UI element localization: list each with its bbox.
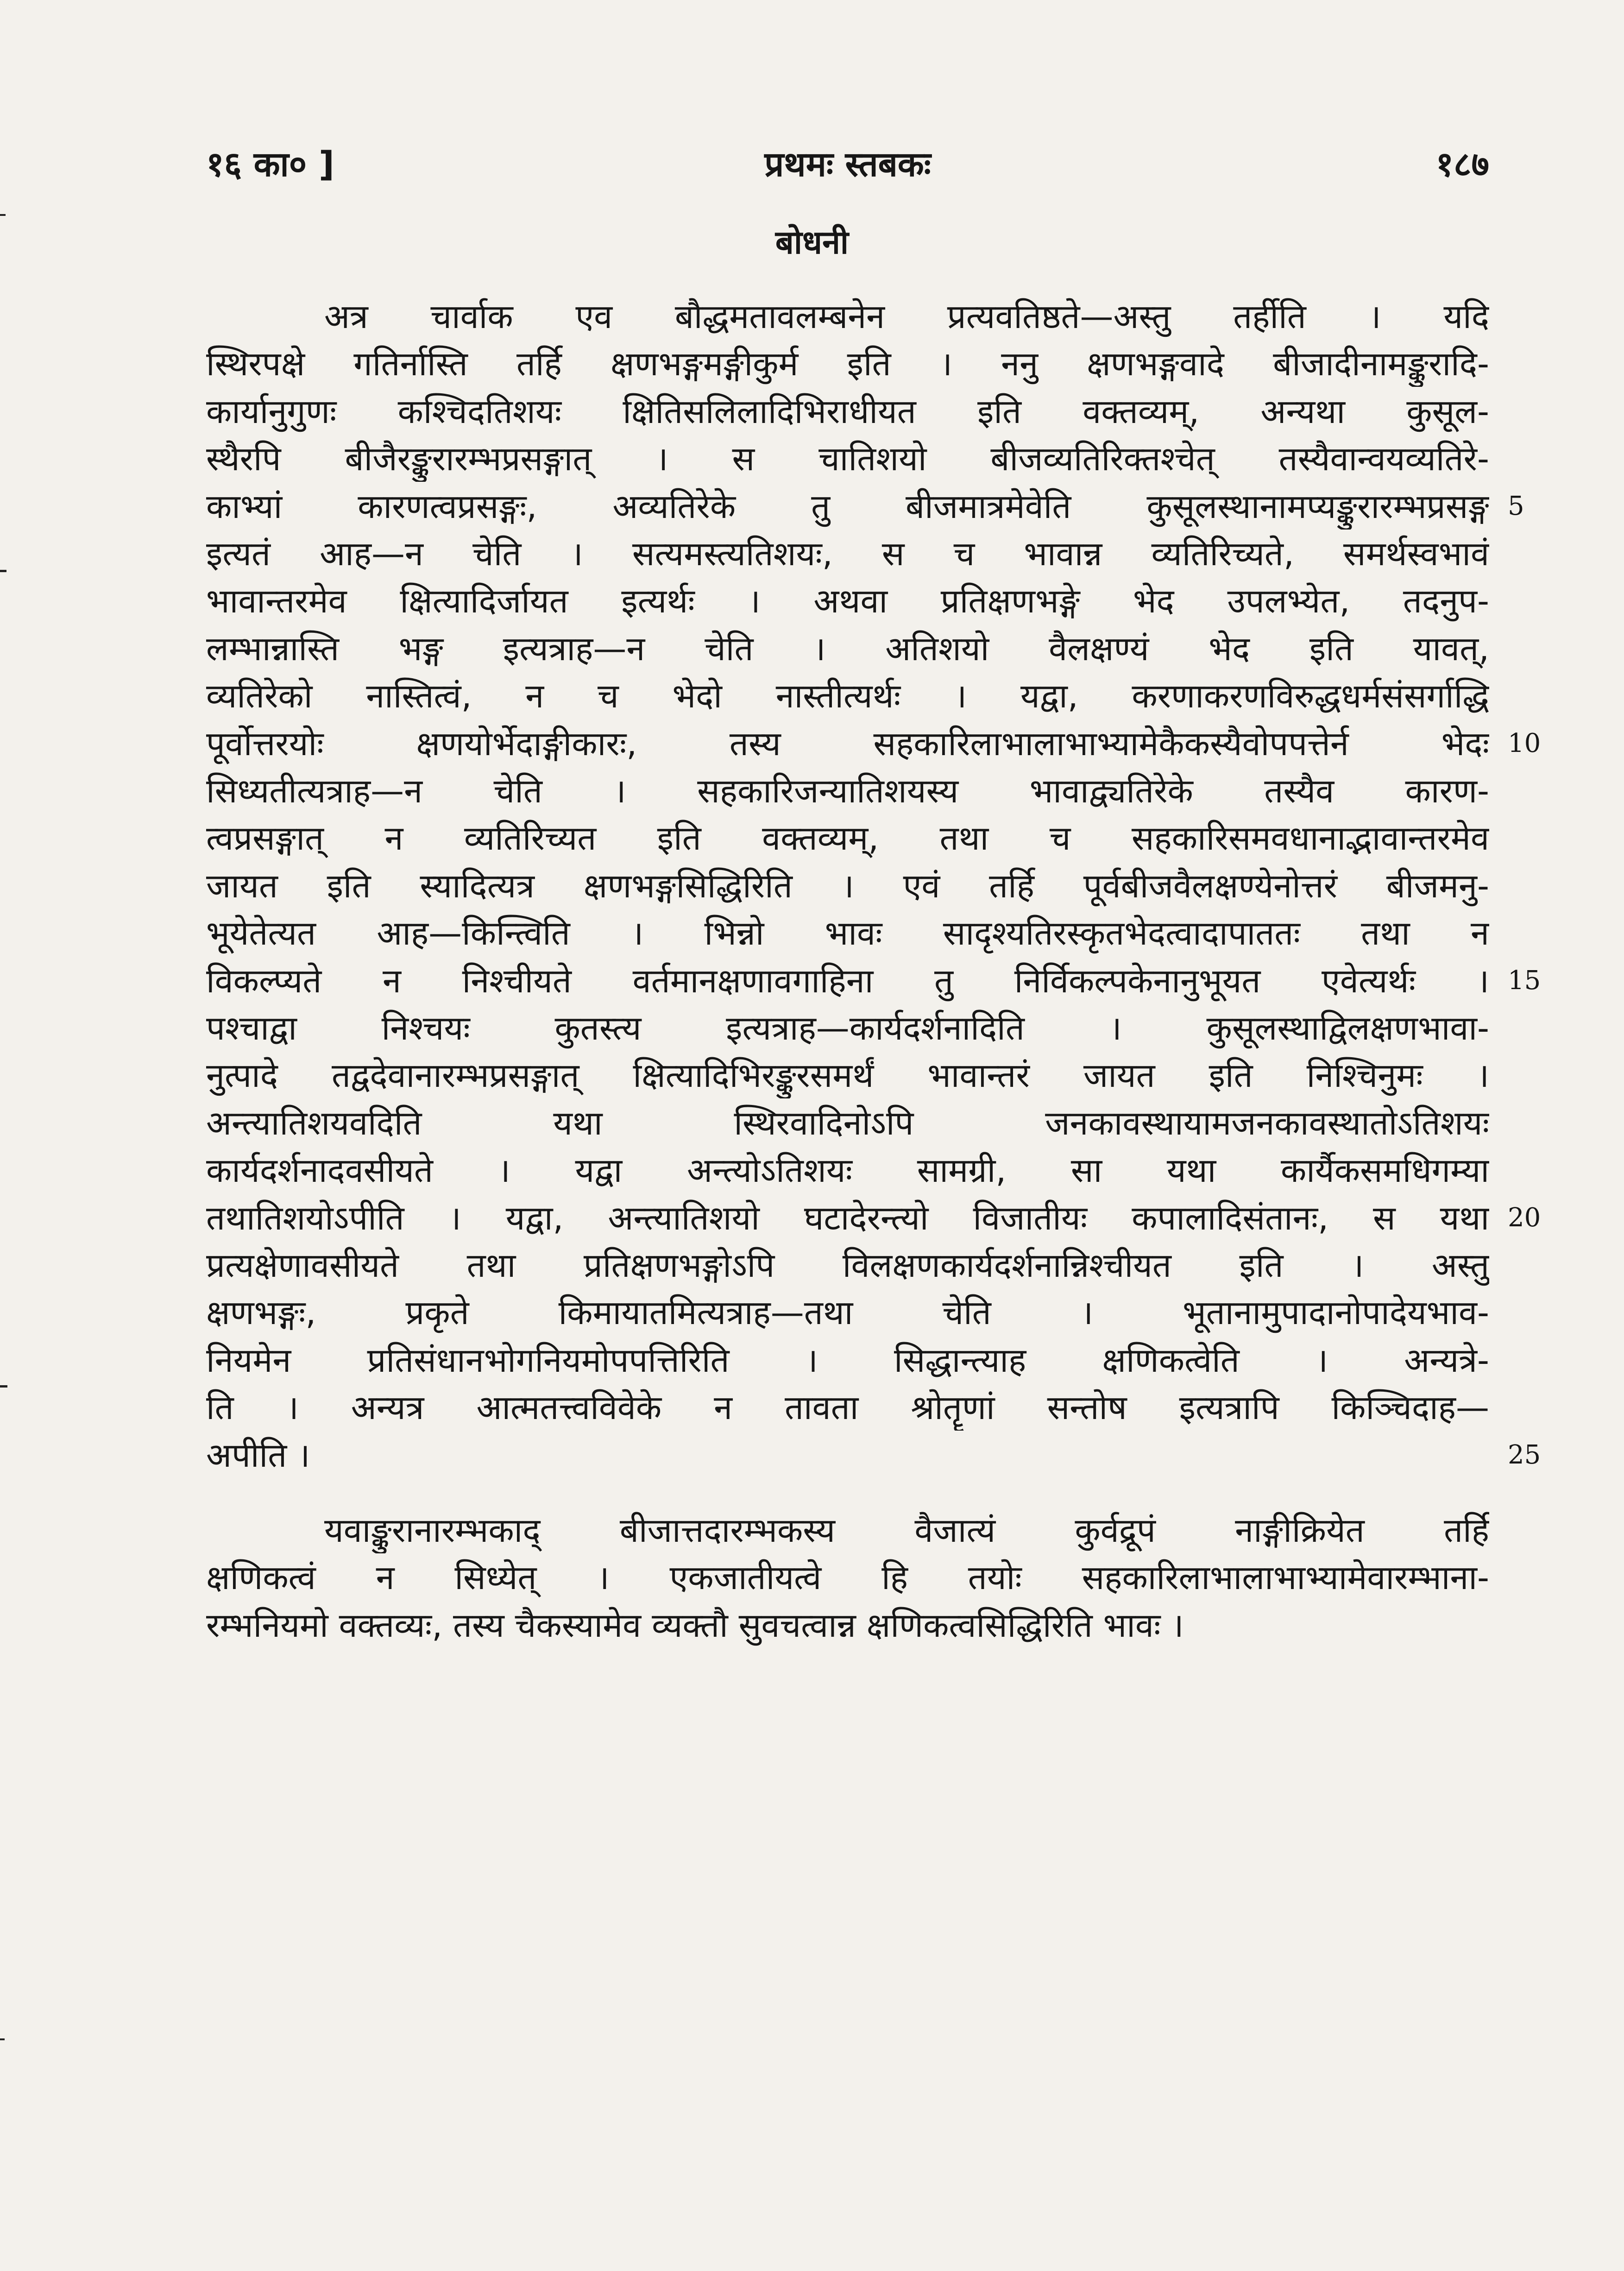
text-line: पूर्वोत्तरयोः क्षणयोर्भेदाङ्गीकारः, तस्य सहकारिलाभालाभाभ्यामेकैकस्यैवोपपत्तेर्न भेदः — [206, 724, 1489, 763]
text-line: स्थिरपक्षे गतिर्नास्ति तर्हि क्षणभङ्गमङ्गीकुर्म इति । ननु क्षणभङ्गवादे बीजादीनामङ्कुरादि- — [206, 344, 1489, 383]
running-header — [206, 139, 1489, 208]
text-line: अत्र चार्वाक एव बौद्धमतावलम्बनेन प्रत्यवतिष्ठते—अस्तु तर्हीति । यदि — [324, 297, 1489, 336]
section-title: बोधनी — [775, 223, 849, 261]
line-number: 10 — [1508, 728, 1541, 758]
scan-mark — [0, 570, 6, 572]
text-line: अपीति । — [206, 1436, 310, 1475]
scan-mark — [0, 2038, 5, 2040]
text-line: तथातिशयोऽपीति । यद्वा, अन्त्यातिशयो घटादेरन्त्यो विजातीयः कपालादिसंतानः, स यथा — [206, 1199, 1489, 1237]
text-line: नुत्पादे तद्वदेवानारम्भप्रसङ्गात् क्षित्यादिभिरङ्कुरसमर्थं भावान्तरं जायत इति निश्चिनुमः । — [206, 1056, 1489, 1095]
text-line: क्षणिकत्वं न सिध्येत् । एकजातीयत्वे हि तयोः सहकारिलाभालाभाभ्यामेवारम्भाना- — [206, 1558, 1489, 1597]
text-line: स्थैरपि बीजैरङ्कुरारम्भप्रसङ्गात् । स चातिशयो बीजव्यतिरिक्तश्चेत् तस्यैवान्वयव्यतिरे- — [206, 439, 1489, 478]
text-line: नियमेन प्रतिसंधानभोगनियमोपपत्तिरिति । सिद्धान्त्याह क्षणिकत्वेति । अन्यत्रे- — [206, 1341, 1489, 1380]
text-line: कार्यानुगुणः कश्चिदतिशयः क्षितिसलिलादिभिराधीयत इति वक्तव्यम्, अन्यथा कुसूल- — [206, 392, 1489, 431]
text-line: भावान्तरमेव क्षित्यादिर्जायत इत्यर्थः । अथवा प्रतिक्षणभङ्गे भेद उपलभ्येत, तदनुप- — [206, 581, 1489, 620]
text-line: कार्यदर्शनादवसीयते । यद्वा अन्त्योऽतिशयः सामग्री, सा यथा कार्यैकसमधिगम्या — [206, 1151, 1489, 1190]
text-line: यवाङ्कुरानारम्भकाद् बीजात्तदारम्भकस्य वैजात्यं कुर्वद्रूपं नाङ्गीक्रियेत तर्हि — [324, 1511, 1489, 1550]
text-line: सिध्यतीत्यत्राह—न चेति । सहकारिजन्यातिशयस्य भावाद्व्यतिरेके तस्यैव कारण- — [206, 771, 1489, 810]
text-line: अन्त्यातिशयवदिति यथा स्थिरवादिनोऽपि जनकावस्थायामजनकावस्थातोऽतिशयः — [206, 1104, 1489, 1142]
line-number: 20 — [1508, 1203, 1541, 1233]
scan-mark — [0, 214, 6, 216]
text-line: प्रत्यक्षेणावसीयते तथा प्रतिक्षणभङ्गोऽपि विलक्षणकार्यदर्शनान्निश्चीयत इति । अस्तु — [206, 1246, 1489, 1285]
text-line: लम्भान्नास्ति भङ्ग इत्यत्राह—न चेति । अतिशयो वैलक्षण्यं भेद इति यावत्, — [206, 629, 1489, 668]
line-number: 15 — [1508, 965, 1541, 996]
text-line: व्यतिरेको नास्तित्वं, न च भेदो नास्तीत्यर्थः । यद्वा, करणाकरणविरुद्धधर्मसंसर्गाद्धि — [206, 676, 1489, 715]
text-line: रम्भनियमो वक्तव्यः, तस्य चैकस्यामेव व्यक्तौ सुवचत्वान्न क्षणिकत्वसिद्धिरिति भावः । — [206, 1606, 1184, 1645]
page-number: १८७ — [1435, 145, 1489, 184]
verse-reference: १६ का० ] — [206, 145, 334, 184]
text-line: पश्चाद्वा निश्चयः कुतस्त्य इत्यत्राह—कार्यदर्शनादिति । कुसूलस्थाद्विलक्षणभावा- — [206, 1009, 1489, 1047]
scan-mark — [0, 1385, 7, 1388]
text-line: इत्यतं आह—न चेति । सत्यमस्त्यतिशयः, स च भावान्न व्यतिरिच्यते, समर्थस्वभावं — [206, 534, 1489, 573]
text-line: भूयेतेत्यत आह—किन्त्विति । भिन्नो भावः सादृश्यतिरस्कृतभेदत्वादापाततः तथा न — [206, 914, 1489, 953]
text-line: विकल्प्यते न निश्चीयते वर्तमानक्षणावगाहिना तु निर्विकल्पकेनानुभूयत एवेत्यर्थः । — [206, 961, 1489, 1000]
text-line: ति । अन्यत्र आत्मतत्त्वविवेके न तावता श्रोतॄणां सन्तोष इत्यत्रापि किञ्चिदाह— — [206, 1388, 1489, 1427]
line-number: 5 — [1508, 491, 1524, 521]
line-number: 25 — [1508, 1440, 1541, 1470]
running-title: प्रथमः स्तबकः — [764, 145, 931, 184]
text-line: त्वप्रसङ्गात् न व्यतिरिच्यत इति वक्तव्यम्, तथा च सहकारिसमवधानाद्भावान्तरमेव — [206, 819, 1489, 858]
text-line: जायत इति स्यादित्यत्र क्षणभङ्गसिद्धिरिति । एवं तर्हि पूर्वबीजवैलक्षण्येनोत्तरं बीजमनु- — [206, 866, 1489, 905]
text-line: क्षणभङ्गः, प्रकृते किमायातमित्यत्राह—तथा चेति । भूतानामुपादानोपादेयभाव- — [206, 1293, 1489, 1332]
text-line: काभ्यां कारणत्वप्रसङ्गः, अव्यतिरेके तु बीजमात्रमेवेति कुसूलस्थानामप्यङ्कुरारम्भप्रसङ्ग — [206, 487, 1489, 526]
